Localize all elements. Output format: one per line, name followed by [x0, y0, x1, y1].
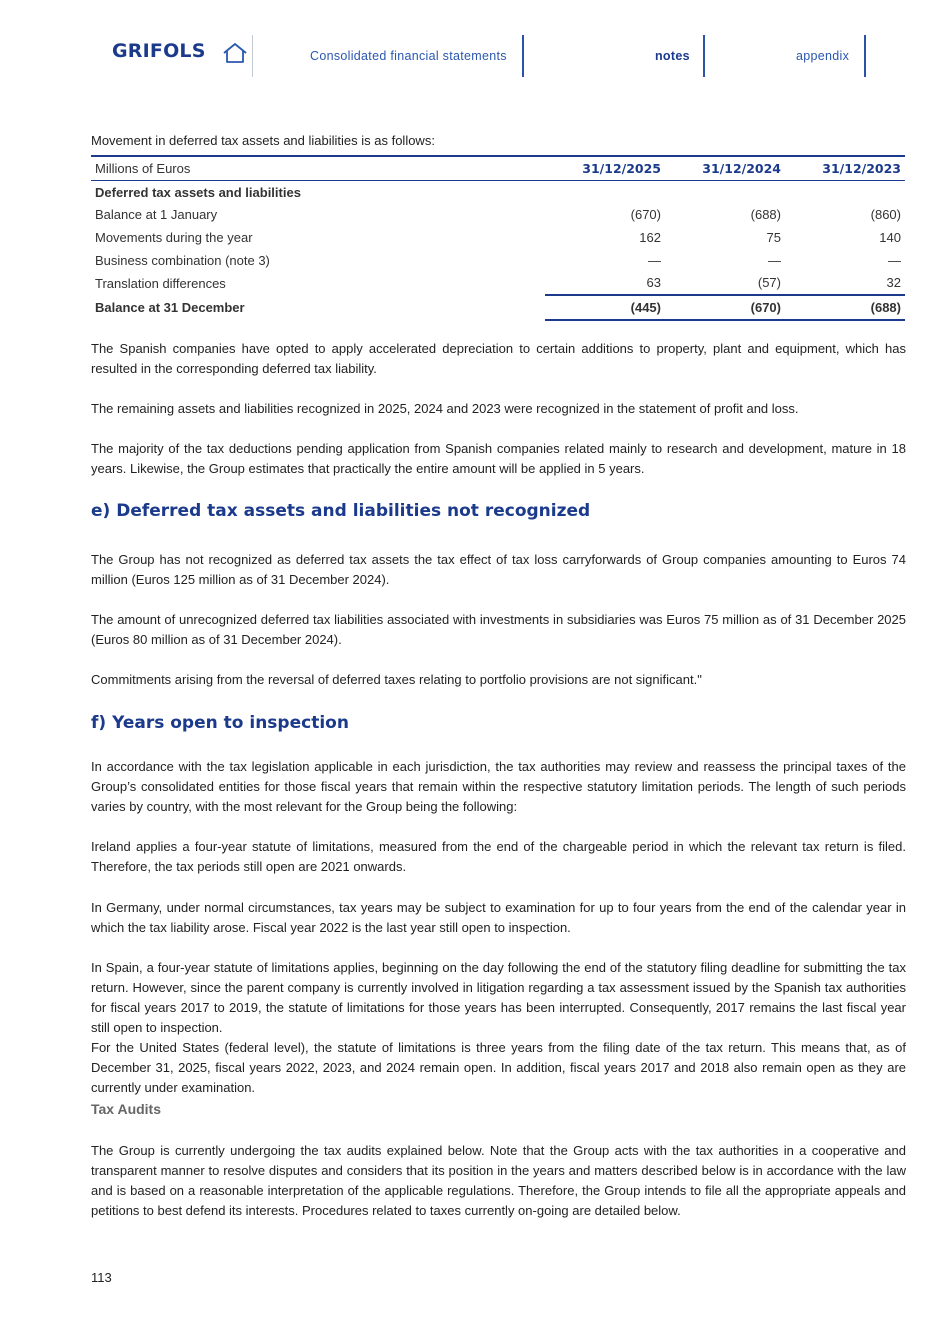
table-total-row — [91, 295, 905, 320]
cell-value: — — [888, 252, 901, 268]
cell-value: 32 — [886, 275, 901, 291]
paragraph: Commitments arising from the reversal of deferred taxes relating to portfolio provisions are not significant." — [91, 672, 702, 687]
cell-value: (860) — [870, 207, 901, 223]
paragraph: The Spanish companies have opted to apply accelerated depreciation to certain additions to property, plant and equipment, which has resulted in the corresponding deferred tax liability. — [91, 341, 906, 376]
cell-value: 140 — [879, 229, 901, 245]
table-section-row — [91, 180, 905, 203]
unit-label: Millions of Euros — [91, 156, 545, 180]
cell-value: (445) — [545, 295, 665, 320]
cell-value: 75 — [766, 229, 781, 245]
paragraph: The majority of the tax deductions pending application from Spanish companies related mainly to research and development, mature in 18 years. Likewise, the Group estimates that practically the entire amount will be applied in 5 years. — [91, 441, 906, 476]
cell-value: — — [648, 252, 661, 268]
paragraph: In accordance with the tax legislation applicable in each jurisdiction, the tax authorities may review and reassess the principal taxes of the Group’s consolidated entities for those fiscal years that remain within the respective statutory limitation periods. The length of such periods varies by country, with the most relevant for the Group being the following: — [91, 759, 906, 814]
row-label: Balance at 1 January — [95, 207, 218, 223]
deferred-tax-table — [91, 155, 905, 321]
home-icon[interactable] — [222, 42, 248, 64]
paragraph: The Group is currently undergoing the tax audits explained below. Note that the Group acts with the tax authorities in a cooperative and transparent manner to resolve disputes and considers that its position in the years and matters described below is in accordance with the law and is based on a reasonable interpretation of the applicable regulations. Therefore, the Group intends to file all the appropriate appeals and petitions to best defend its interests. Procedures related to taxes currently on-going are detailed below. — [91, 1143, 906, 1218]
cell-value: (688) — [750, 207, 781, 223]
row-label: Translation differences — [95, 275, 226, 291]
nav-appendix[interactable]: appendix — [796, 49, 850, 63]
nav-notes[interactable]: notes — [655, 49, 690, 63]
section-heading-f: f) Years open to inspection — [91, 713, 349, 733]
section-label: Deferred tax assets and liabilities — [95, 184, 301, 200]
nav-consolidated-financial-statements[interactable]: Consolidated financial statements — [310, 49, 507, 63]
row-label: Movements during the year — [95, 229, 253, 245]
cell-value: — — [768, 252, 781, 268]
cell-value: 162 — [639, 229, 661, 245]
paragraph: Ireland applies a four-year statute of limitations, measured from the end of the chargeable period in which the relevant tax return is filed. Therefore, the tax periods still open are 2021 onwards. — [91, 839, 906, 874]
paragraph: The amount of unrecognized deferred tax liabilities associated with investments in subsidiaries was Euros 75 million as of 31 December 2025 (Euros 80 million as of 31 December 2024). — [91, 612, 906, 647]
paragraph: The remaining assets and liabilities recognized in 2025, 2024 and 2023 were recognized in the statement of profit and loss. — [91, 401, 799, 416]
grifols-logo[interactable]: GRIFOLS — [112, 40, 206, 62]
tax-audits-heading: Tax Audits — [91, 1101, 162, 1117]
table-row — [91, 226, 905, 249]
paragraph: In Spain, a four-year statute of limitations applies, beginning on the day following the end of the statutory filing deadline for submitting the tax return. However, since the parent company is currently involved in litigation regarding a tax assessment issued by the Spanish tax authorities for fiscal years 2017 to 2019, the statute of limitations for those years has been interrupted. Consequently, 2017 remains the last fiscal year still open to inspection. — [91, 960, 906, 1035]
table-row — [91, 249, 905, 272]
header-divider — [703, 35, 705, 77]
paragraph: In Germany, under normal circumstances, tax years may be subject to examination for up to four years from the end of the calendar year in which the tax liability arose. Fiscal year 2022 is the last year still open to inspection. — [91, 900, 906, 935]
row-label: Business combination (note 3) — [95, 252, 270, 268]
row-label: Balance at 31 December — [95, 299, 245, 315]
paragraph: The Group has not recognized as deferred tax assets the tax effect of tax loss carryforwards of Group companies amounting to Euros 74 million (Euros 125 million as of 31 December 2024). — [91, 552, 906, 587]
column-header: 31/12/2024 — [665, 156, 785, 180]
cell-value: (57) — [757, 275, 781, 291]
cell-value: (670) — [665, 295, 785, 320]
table-intro: Movement in deferred tax assets and liabilities is as follows: — [91, 133, 435, 148]
table-header-row — [91, 156, 905, 180]
table-row — [91, 271, 905, 295]
header-divider — [522, 35, 524, 77]
page-header — [0, 0, 950, 100]
header-divider — [252, 35, 253, 77]
page-number: 113 — [91, 1270, 112, 1285]
cell-value: (688) — [785, 295, 905, 320]
column-header: 31/12/2023 — [785, 156, 905, 180]
paragraph: For the United States (federal level), the statute of limitations is three years from the filing date of the tax return. This means that, as of December 31, 2025, fiscal years 2022, 2023, and 2024 remain open. In addition, fiscal years 2017 and 2018 also remain open as they are currently under examination. — [91, 1040, 906, 1095]
cell-value: 63 — [646, 275, 661, 291]
header-divider — [864, 35, 866, 77]
section-heading-e: e) Deferred tax assets and liabilities not recognized — [91, 501, 591, 521]
cell-value: (670) — [630, 207, 661, 223]
column-header: 31/12/2025 — [545, 156, 665, 180]
table-row — [91, 203, 905, 226]
